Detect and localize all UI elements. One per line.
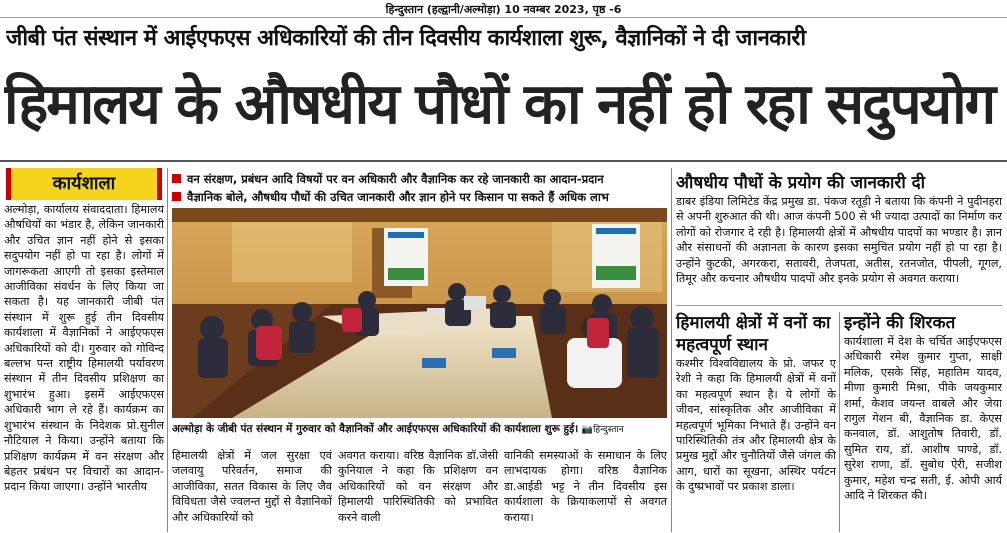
center-column-1: हिमालयी क्षेत्रों में जल सुरक्षा एवं जलवायु परिवर्तन, समाज की आजीविका, सतत विकास के लिए जैव विविधता जैसे ज्वलन्त मुद्दों से वैज्ञानिकों और अधिकारियों को xyxy=(172,449,332,524)
bullet-text: वन संरक्षण, प्रबंधन आदि विषयों पर वन अधिकारी और वैज्ञानिक कर रहे जानकारी का आदान-प्रदान xyxy=(187,172,604,186)
headline: हिमालय के औषधीय पौधों का नहीं हो रहा सदुपयोग xyxy=(4,72,995,137)
headline-rule xyxy=(0,160,1007,162)
workshop-photo xyxy=(172,208,667,418)
dateline: हिन्दुस्तान (हल्द्वानी/अल्मोड़ा) 10 नवम्बर 2023, पृष्ठ -6 xyxy=(385,3,622,16)
bullet-text: वैज्ञानिक बोले, औषधीय पौधों की उचित जानकारी और ज्ञान होने पर किसान पा सकते हैं अधिक लाभ xyxy=(187,190,609,204)
panel-rule xyxy=(676,305,1002,306)
bullet-square-icon xyxy=(172,192,181,201)
center-column-2: अवगत कराया। वरिष्ठ वैज्ञानिक डॉ.जेसी कुनियाल ने कहा कि प्रशिक्षण वन अधिकारियों को वन संरक्षण और हिमालयी पारिस्थितिकी को प्रभावित करने वाली xyxy=(338,449,498,524)
column-divider xyxy=(671,168,672,532)
subheadline: जीबी पंत संस्थान में आईएफएस अधिकारियों की तीन दिवसीय कार्यशाला शुरू, वैज्ञानिकों ने दी जानकारी xyxy=(6,26,806,51)
photo-caption xyxy=(172,422,667,436)
left-column-text: अल्मोड़ा, कार्यालय संवाददाता। हिमालय औषधियों का भंडार है, लेकिन जानकारी और उचित ज्ञान नहीं होने से इसका सदुपयोग नहीं हो पा रहा है। लोगों में जागरूकता आएगी तो इसका इस्तेमाल आजीविका संवर्धन के लिए किया जा सकता है। यह जानकारी जीबी पंत संस्थान में शुरू हुई तीन दिवसीय कार्यशाला में वैज्ञानिकों ने आईएफएस अधिकारियों को दी। गुरुवार को गोविन्द बल्लभ पन्त राष्ट्रीय हिमालयी पर्यावरण संस्थान में तीन दिवसीय प्रशिक्षण का शुभारंभ हुआ। इसमें आईएफएस अधिकारी भाग ले रहे हैं। कार्यक्रम का शुभारंभ संस्थान के निदेशक प्रो.सुनील नौटियाल ने किया। उन्होंने बताया कि प्रशिक्षण कार्यक्रम में वन संरक्षण और बेहतर प्रबंधन पर विचारों का आदान-प्रदान किया जाएगा। उन्होंने भारतीय xyxy=(4,203,164,494)
photo-credit: हिन्दुस्तान xyxy=(593,425,624,435)
panel-heading: हिमालयी क्षेत्रों में वनों का महत्वपूर्ण स्थान xyxy=(676,313,831,355)
medicinal-plants-panel xyxy=(676,172,1002,304)
panel-text: डाबर इंडिया लिमिटेड केंद्र प्रमुख डा. पंकज रतूड़ी ने बताया कि कंपनी ने पुदीनहरा से अपनी शुरुआत की थी। आज कंपनी 500 से भी ज्यादा उत्पादों का निर्माण कर लोगों को रोजगार दे रही है। हिमालयी क्षेत्रों में औषधीय पादपों का भण्डार है। ज्ञान और संसाधनों की अज्ञानता के कारण इसका समुचित प्रयोग नहीं हो पा रहा है। उन्होंने कुटकी, अगरकरा, सतावरी, तेजपता, अतीस, रतनजोत, पीपली, गूगल, तिमूर और कचनार औषधीय पादपों और इनके प्रयोग से अवगत कराया। xyxy=(676,195,1002,286)
column-divider xyxy=(167,168,168,532)
panel-heading: औषधीय पौधों के प्रयोग की जानकारी दी xyxy=(676,173,926,193)
camera-icon: 📷 xyxy=(581,425,594,435)
bullet-square-icon xyxy=(172,174,181,183)
top-rule xyxy=(0,17,1007,18)
highlight-bullets xyxy=(172,170,667,206)
forests-panel xyxy=(676,312,836,516)
left-column xyxy=(4,168,164,532)
panel-text: कश्मीर विश्वविद्यालय के प्रो. जफर ए रेशी ने कहा कि हिमालयी क्षेत्रों में वनों का महत्वपूर्ण स्थान है। ये लोगों के जीवन, सांस्कृतिक और आजीविका में महत्वपूर्ण भूमिका निभाते हैं। उन्होंने वन पारिस्थितिकी तंत्र और हिमालयी क्षेत्र के प्रमुख मुद्दों और चुनौतियों जैसे जंगल की आग, धारों का सूखना, अस्थिर पर्यटन के दुष्प्रभावों पर प्रकाश डाला। xyxy=(676,357,836,494)
column-divider xyxy=(839,312,840,532)
participants-panel xyxy=(844,312,1002,533)
panel-heading: इन्होंने की शिरकत xyxy=(844,313,956,333)
workshop-photo-illustration xyxy=(172,208,667,418)
center-column-3: वानिकी समस्याओं के समाधान के लिए लाभदायक होगा। वरिष्ठ वैज्ञानिक डा.आईडी भट्ट ने तीन दिवसीय इस कार्यशाला के क्रियाकलापों से अवगत कराया। xyxy=(504,449,667,524)
bullet-item xyxy=(172,170,667,188)
section-tag: कार्यशाला xyxy=(6,168,162,200)
photo-caption-text: अल्मोड़ा के जीबी पंत संस्थान में गुरुवार को वैज्ञानिकों और आईएफएस अधिकारियों की कार्यशाला शुरू हुई। xyxy=(172,423,579,435)
bullet-item xyxy=(172,188,667,206)
panel-text: कार्यशाला में देश के चर्चित आईएफएस अधिकारी रमेश कुमार गुप्ता, साक्षी मलिक, एसके सिंह, महातिम यादव, मीणा कुमारी मिश्रा, पीके जयकुमार शर्मा, केशव जयन्त वाबले और जेया रागुल गेशन बी, वैज्ञानिक डा. केएस कनवाल, डॉ. आशुतोष तिवारी, डॉ. सुमित राय, डॉ. आशीष पाण्डे, डॉ. सुरेश राणा, डॉ. सुबोध ऐरी, सजीश कुमार, महेश चन्द्र सती, ई. ओपी आर्य आदि ने शिरकत की। xyxy=(844,335,1002,503)
